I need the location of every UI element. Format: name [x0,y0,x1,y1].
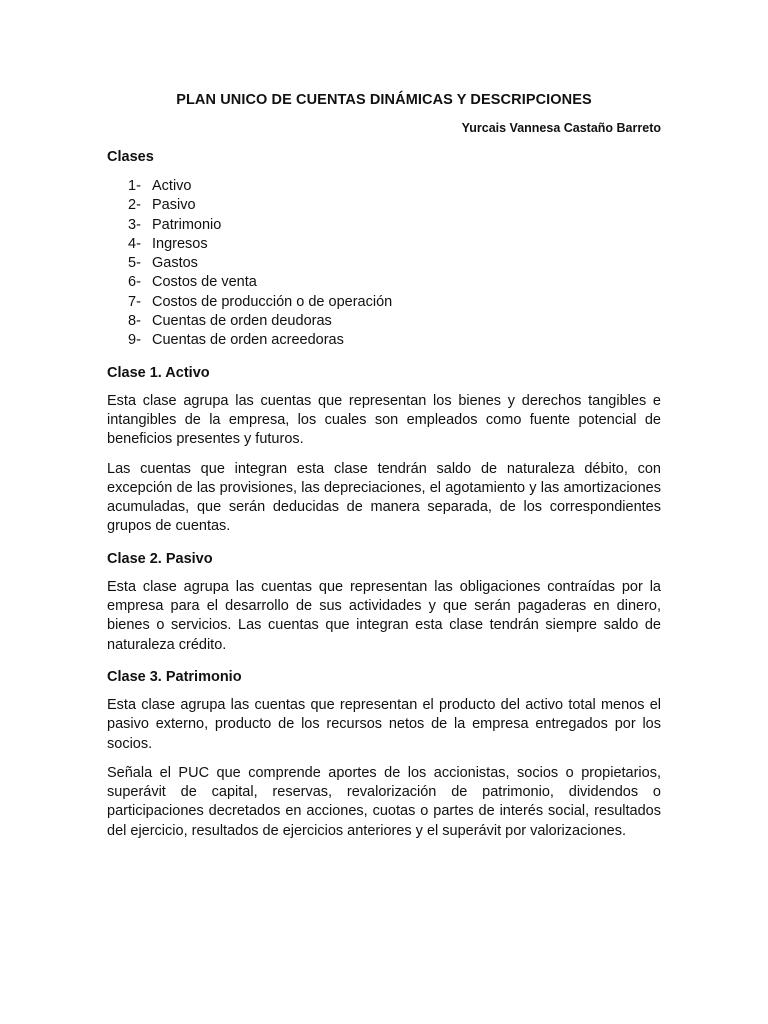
section-heading-patrimonio: Clase 3. Patrimonio [107,668,242,685]
list-item: 6- Costos de venta [128,274,257,291]
classes-list [107,177,661,351]
paragraph: Las cuentas que integran esta clase tendrán saldo de naturaleza débito, con excepción de las provisiones, las depreciaciones, el agotamiento y las amortizaciones acumuladas, que serán deducidas de manera separada, de los correspondientes grupos de cuentas. [107,460,661,535]
paragraph: Esta clase agrupa las cuentas que representan los bienes y derechos tangibles e intangibles de la empresa, los cuales son empleados como fuente potencial de beneficios presentes y futuros. [107,392,661,448]
list-item: 8- Cuentas de orden deudoras [128,313,332,330]
list-item: 1- Activo [128,178,192,194]
list-item: 4- Ingresos [128,235,208,252]
document-title: PLAN UNICO DE CUENTAS DINÁMICAS Y DESCRIPCIONES [176,92,592,108]
section-heading-pasivo: Clase 2. Pasivo [107,550,213,567]
document-body [107,147,661,841]
section-heading-activo: Clase 1. Activo [107,364,210,381]
paragraph: Esta clase agrupa las cuentas que representan las obligaciones contraídas por la empresa para el desarrollo de sus actividades y que serán pagaderas en dinero, bienes o servicios. Las cuentas que integran esta clase tendrán siempre saldo de naturaleza crédito. [107,578,661,653]
list-item: 9- Cuentas de orden acreedoras [128,332,344,349]
list-item: 5- Gastos [128,255,198,272]
paragraph: Señala el PUC que comprende aportes de los accionistas, socios o propietarios, superávit de capital, reservas, revalorización de patrimonio, dividendos o participaciones decretados en acciones, cuotas o partes de interés social, resultados del ejercicio, resultados de ejercicios anteriores y el superávit por valorizaciones. [107,764,661,839]
paragraph: Esta clase agrupa las cuentas que representan el producto del activo total menos el pasivo externo, producto de los recursos netos de la empresa entregados por los socios. [107,696,661,752]
classes-heading: Clases [107,149,154,165]
list-item: 2- Pasivo [128,197,196,214]
list-item: 3- Patrimonio [128,216,222,233]
list-item: 7- Costos de producción o de operación [128,293,393,310]
document-author: Yurcais Vannesa Castaño Barreto [461,121,661,135]
